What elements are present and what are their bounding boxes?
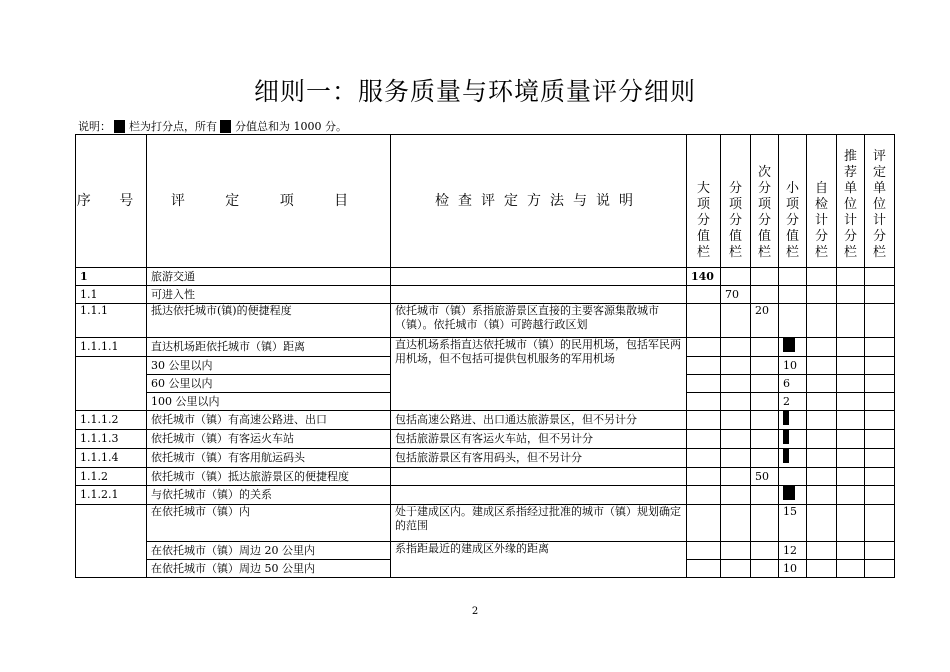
row-seq: 1.1.1.1 bbox=[76, 338, 147, 357]
note-mid: 栏为打分点，所有 bbox=[129, 120, 217, 133]
row-item: 抵达依托城市(镇)的便捷程度 bbox=[147, 304, 391, 338]
row-item: 在依托城市（镇）周边 50 公里内 bbox=[147, 560, 391, 578]
scoring-point-cell bbox=[779, 430, 807, 449]
header-seq: 序 号 bbox=[76, 135, 147, 268]
row-major-score: 140 bbox=[687, 268, 721, 286]
row-method: 包括旅游景区有客运火车站，但不另计分 bbox=[391, 430, 687, 449]
row-minor-score: 15 bbox=[779, 505, 807, 542]
score-point-marker-icon bbox=[114, 120, 125, 133]
row-seq bbox=[76, 357, 147, 411]
header-self-check: 自检计分栏 bbox=[807, 135, 837, 268]
row-method: 处于建成区内。建成区系指经过批准的城市（镇）规划确定的范围 bbox=[391, 505, 687, 542]
table-row bbox=[76, 449, 895, 468]
row-seq: 1.1.1 bbox=[76, 304, 147, 338]
scoring-point-cell bbox=[779, 486, 807, 505]
score-point-marker-icon bbox=[783, 449, 789, 463]
note-suffix: 分值总和为 1000 分。 bbox=[235, 120, 347, 133]
score-point-marker-icon bbox=[783, 486, 795, 500]
row-method: 系指距最近的建成区外缘的距离 bbox=[391, 542, 687, 578]
row-seq bbox=[76, 505, 147, 578]
row-method bbox=[391, 268, 687, 286]
row-method bbox=[391, 486, 687, 505]
header-recommender: 推荐单位计分栏 bbox=[837, 135, 865, 268]
table-row bbox=[76, 468, 895, 486]
score-point-marker-icon bbox=[783, 430, 789, 444]
note-prefix: 说明： bbox=[78, 120, 111, 133]
row-minor-score: 10 bbox=[779, 560, 807, 578]
row-secondary-score: 20 bbox=[751, 304, 779, 338]
scoring-point-cell bbox=[779, 338, 807, 357]
row-secondary-score: 50 bbox=[751, 468, 779, 486]
row-method: 包括旅游景区有客用码头，但不另计分 bbox=[391, 449, 687, 468]
row-item: 直达机场距依托城市（镇）距离 bbox=[147, 338, 391, 357]
row-item: 旅游交通 bbox=[147, 268, 391, 286]
row-minor-score: 2 bbox=[779, 393, 807, 411]
row-seq: 1.1.1.3 bbox=[76, 430, 147, 449]
row-item: 在依托城市（镇）周边 20 公里内 bbox=[147, 542, 391, 560]
row-seq: 1.1.2 bbox=[76, 468, 147, 486]
table-row bbox=[76, 338, 895, 357]
row-sub-score: 70 bbox=[721, 286, 751, 304]
score-point-marker-icon bbox=[220, 120, 231, 133]
scoring-point-cell bbox=[779, 411, 807, 430]
table-row bbox=[76, 304, 895, 338]
row-item: 60 公里以内 bbox=[147, 375, 391, 393]
page-title: 细则一：服务质量与环境质量评分细则 bbox=[253, 77, 696, 106]
row-method: 依托城市（镇）系指旅游景区直接的主要客源集散城市（镇）。依托城市（镇）可跨越行政区划 bbox=[391, 304, 687, 338]
row-seq: 1.1.1.4 bbox=[76, 449, 147, 468]
row-item: 100 公里以内 bbox=[147, 393, 391, 411]
table-row bbox=[76, 505, 895, 542]
table-row bbox=[76, 430, 895, 449]
scoring-table bbox=[75, 134, 895, 578]
row-seq: 1.1.1.2 bbox=[76, 411, 147, 430]
row-item: 在依托城市（镇）内 bbox=[147, 505, 391, 542]
page-number: 2 bbox=[471, 606, 479, 617]
header-sub-score: 分项分值栏 bbox=[721, 135, 751, 268]
table-header-row bbox=[76, 135, 895, 268]
row-minor-score: 12 bbox=[779, 542, 807, 560]
table-row bbox=[76, 286, 895, 304]
row-method: 包括高速公路进、出口通达旅游景区，但不另计分 bbox=[391, 411, 687, 430]
table-row bbox=[76, 542, 895, 560]
scoring-point-cell bbox=[779, 449, 807, 468]
row-minor-score: 6 bbox=[779, 375, 807, 393]
header-secondary-score: 次分项分值栏 bbox=[751, 135, 779, 268]
row-method bbox=[391, 286, 687, 304]
row-minor-score: 10 bbox=[779, 357, 807, 375]
row-seq: 1.1.2.1 bbox=[76, 486, 147, 505]
table-row bbox=[76, 268, 895, 286]
row-item: 依托城市（镇）有高速公路进、出口 bbox=[147, 411, 391, 430]
row-seq: 1.1 bbox=[76, 286, 147, 304]
row-method bbox=[391, 468, 687, 486]
header-method: 检查评定方法与说明 bbox=[391, 135, 687, 268]
row-item: 与依托城市（镇）的关系 bbox=[147, 486, 391, 505]
scoring-note bbox=[78, 118, 347, 134]
header-evaluator: 评定单位计分栏 bbox=[865, 135, 895, 268]
score-point-marker-icon bbox=[783, 338, 795, 352]
row-item: 30 公里以内 bbox=[147, 357, 391, 375]
row-item: 依托城市（镇）有客用航运码头 bbox=[147, 449, 391, 468]
header-major-score: 大项分值栏 bbox=[687, 135, 721, 268]
row-item: 依托城市（镇）抵达旅游景区的便捷程度 bbox=[147, 468, 391, 486]
row-item: 可进入性 bbox=[147, 286, 391, 304]
header-item: 评 定 项 目 bbox=[147, 135, 391, 268]
row-seq: 1 bbox=[76, 268, 147, 286]
table-row bbox=[76, 486, 895, 505]
row-item: 依托城市（镇）有客运火车站 bbox=[147, 430, 391, 449]
score-point-marker-icon bbox=[783, 411, 789, 425]
table-row bbox=[76, 411, 895, 430]
header-minor-score: 小项分值栏 bbox=[779, 135, 807, 268]
row-method: 直达机场系指直达依托城市（镇）的民用机场，包括军民两用机场，但不包括可提供包机服务的军用机场 bbox=[391, 338, 687, 411]
